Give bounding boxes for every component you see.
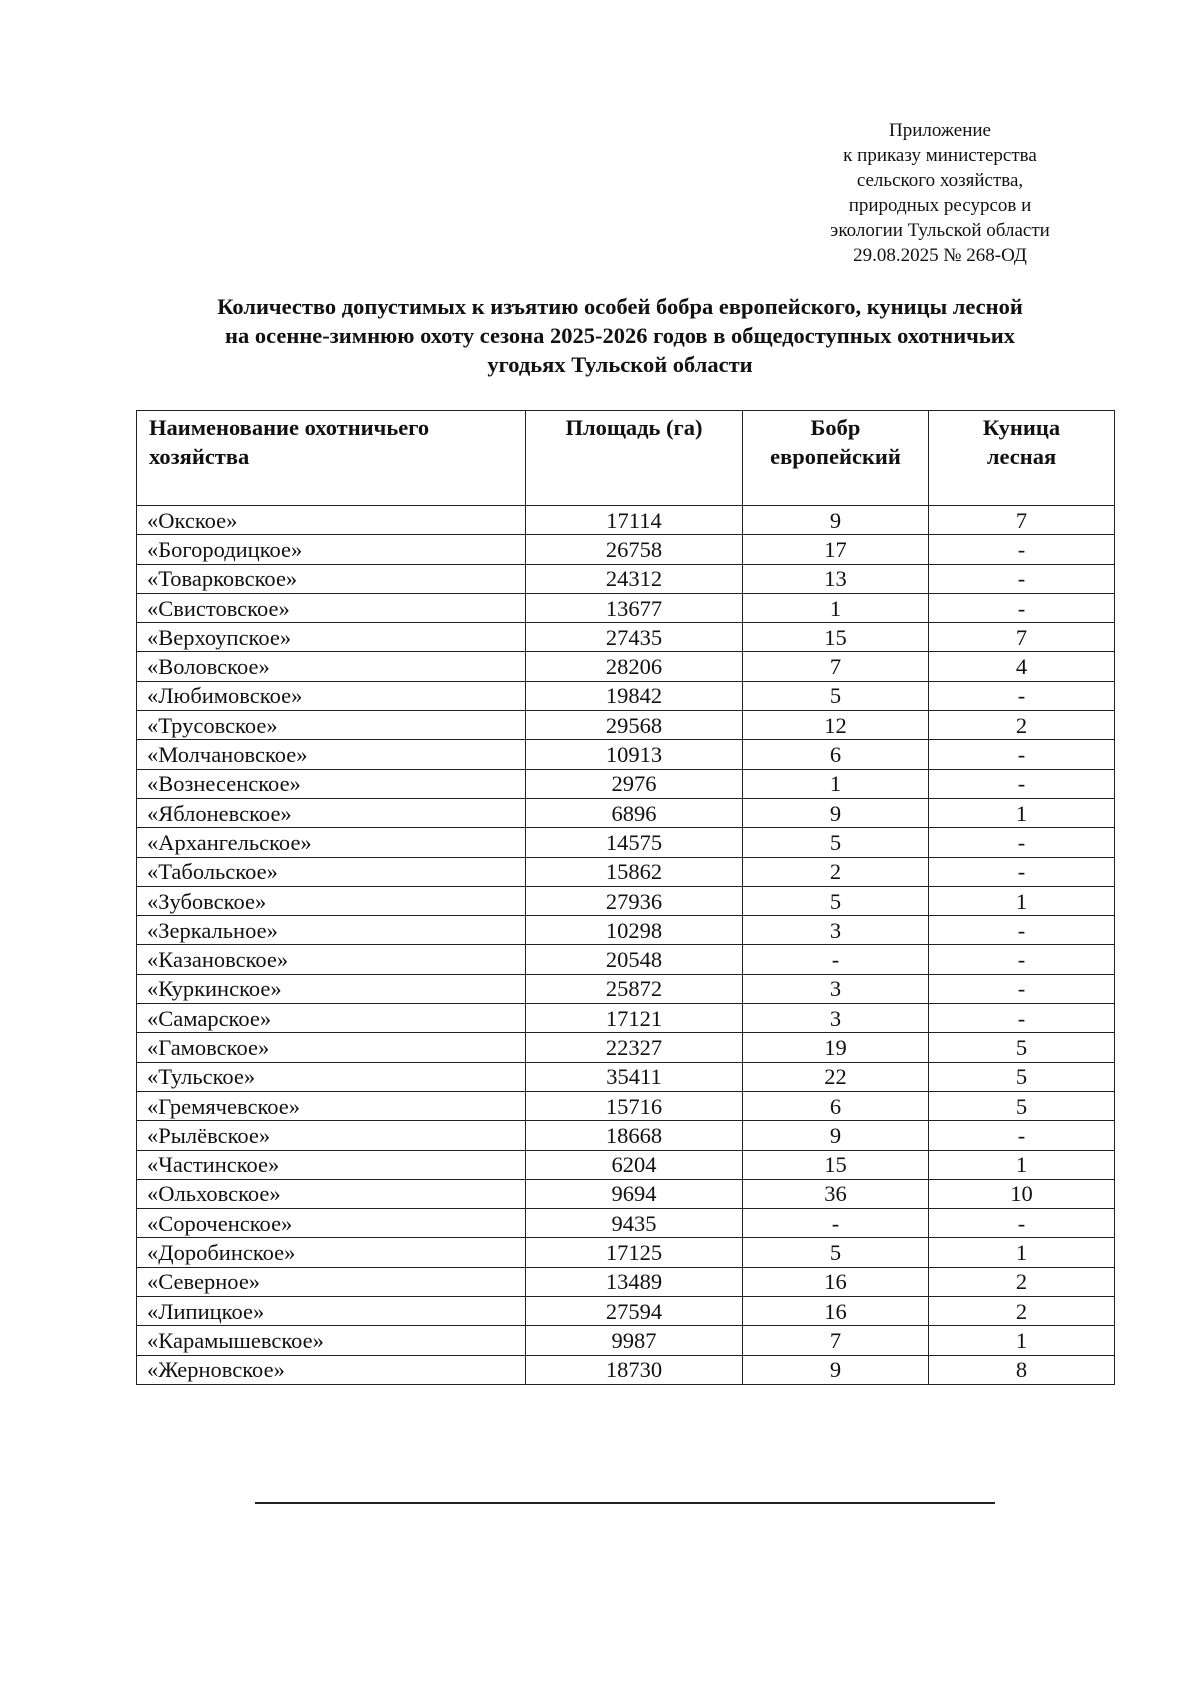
table-row [137,828,1115,857]
cell-marten: 2 [929,1297,1115,1326]
cell-area: 10913 [526,740,743,769]
cell-area: 19842 [526,681,743,710]
cell-name: «Рылёвское» [137,1121,526,1150]
cell-marten: - [929,681,1115,710]
header-beaver-line: европейский [770,444,901,469]
cell-area: 2976 [526,769,743,798]
title-line: угодьях Тульской области [487,352,753,377]
cell-beaver: 13 [743,564,929,593]
cell-name: «Свистовское» [137,593,526,622]
cell-name: «Частинское» [137,1150,526,1179]
cell-name: «Окское» [137,506,526,535]
header-name-line: Наименование охотничьего [149,415,430,440]
cell-name: «Товарковское» [137,564,526,593]
table-row [137,974,1115,1003]
cell-name: «Верхоупское» [137,623,526,652]
cell-area: 24312 [526,564,743,593]
cell-beaver: 22 [743,1062,929,1091]
cell-area: 9987 [526,1326,743,1355]
cell-name: «Любимовское» [137,681,526,710]
cell-area: 22327 [526,1033,743,1062]
cell-beaver: - [743,1209,929,1238]
cell-name: «Вознесенское» [137,769,526,798]
cell-marten: 5 [929,1033,1115,1062]
cell-name: «Доробинское» [137,1238,526,1267]
cell-name: «Яблоневское» [137,798,526,827]
table-row [137,1355,1115,1384]
cell-name: «Молчановское» [137,740,526,769]
cell-beaver: 3 [743,1004,929,1033]
cell-marten: - [929,1121,1115,1150]
cell-marten: - [929,769,1115,798]
attachment-line: Приложение [889,120,991,141]
header-marten-line: лесная [986,444,1057,469]
cell-marten: - [929,916,1115,945]
cell-area: 13677 [526,593,743,622]
title-line: на осенне-зимнюю охоту сезона 2025-2026 годов в общедоступных охотничьих [225,323,1015,348]
cell-name: «Казановское» [137,945,526,974]
cell-beaver: 3 [743,974,929,1003]
header-name-line: хозяйства [149,444,250,469]
cell-area: 14575 [526,828,743,857]
cell-name: «Богородицкое» [137,535,526,564]
cell-area: 17121 [526,1004,743,1033]
cell-marten: - [929,593,1115,622]
cell-marten: 4 [929,652,1115,681]
cell-marten: - [929,828,1115,857]
table-row [137,681,1115,710]
cell-beaver: 36 [743,1179,929,1208]
table-row [137,1238,1115,1267]
cell-marten: - [929,857,1115,886]
table-row [137,1209,1115,1238]
table-row [137,1267,1115,1296]
table-row [137,564,1115,593]
table-row [137,652,1115,681]
cell-name: «Зеркальное» [137,916,526,945]
cell-beaver: 3 [743,916,929,945]
cell-beaver: 5 [743,681,929,710]
cell-area: 6204 [526,1150,743,1179]
table-row [137,1297,1115,1326]
cell-name: «Липицкое» [137,1297,526,1326]
header-area [526,411,743,506]
table-row [137,945,1115,974]
cell-beaver: 9 [743,506,929,535]
cell-beaver: 15 [743,623,929,652]
cell-beaver: 5 [743,1238,929,1267]
cell-beaver: 6 [743,1091,929,1120]
table-row [137,1326,1115,1355]
cell-marten: 1 [929,1150,1115,1179]
cell-marten: 1 [929,798,1115,827]
attachment-line: сельского хозяйства, [856,170,1024,191]
cell-beaver: 7 [743,1326,929,1355]
attachment-date-number: 29.08.2025 № 268-ОД [853,245,1027,266]
cell-name: «Карамышевское» [137,1326,526,1355]
cell-area: 17114 [526,506,743,535]
cell-marten: - [929,1004,1115,1033]
cell-beaver: 2 [743,857,929,886]
cell-beaver: 9 [743,798,929,827]
attachment-line: к приказу министерства [843,145,1037,166]
cell-name: «Гремячевское» [137,1091,526,1120]
cell-name: «Жерновское» [137,1355,526,1384]
cell-name: «Тульское» [137,1062,526,1091]
header-beaver-line: Бобр [810,415,861,440]
cell-marten: 2 [929,711,1115,740]
cell-area: 29568 [526,711,743,740]
header-marten-line: Куница [982,415,1061,440]
table-row [137,769,1115,798]
cell-area: 6896 [526,798,743,827]
cell-marten: 5 [929,1091,1115,1120]
table-row [137,623,1115,652]
header-area-line: Площадь (га) [565,415,703,440]
cell-beaver: 5 [743,886,929,915]
cell-area: 9435 [526,1209,743,1238]
table-body [137,506,1115,1385]
cell-name: «Северное» [137,1267,526,1296]
table-row [137,916,1115,945]
cell-area: 17125 [526,1238,743,1267]
cell-name: «Сороченское» [137,1209,526,1238]
cell-area: 10298 [526,916,743,945]
attachment-note [820,118,1060,268]
cell-beaver: 9 [743,1121,929,1150]
cell-marten: - [929,564,1115,593]
cell-name: «Ольховское» [137,1179,526,1208]
header-name [137,411,526,506]
cell-marten: 1 [929,1326,1115,1355]
cell-area: 18730 [526,1355,743,1384]
table-row [137,711,1115,740]
cell-beaver: 9 [743,1355,929,1384]
cell-name: «Архангельское» [137,828,526,857]
cell-marten: - [929,945,1115,974]
table-row [137,1062,1115,1091]
cell-name: «Самарское» [137,1004,526,1033]
cell-beaver: - [743,945,929,974]
cell-marten: 8 [929,1355,1115,1384]
cell-beaver: 5 [743,828,929,857]
cell-area: 35411 [526,1062,743,1091]
cell-area: 27435 [526,623,743,652]
table-row [137,1150,1115,1179]
cell-beaver: 15 [743,1150,929,1179]
attachment-line: природных ресурсов и [848,195,1032,216]
attachment-line: экологии Тульской области [830,220,1050,241]
quota-table [136,410,1115,1385]
table-row [137,1121,1115,1150]
cell-beaver: 7 [743,652,929,681]
cell-beaver: 16 [743,1267,929,1296]
cell-name: «Табольское» [137,857,526,886]
cell-name: «Гамовское» [137,1033,526,1062]
table-header-row [137,411,1115,506]
cell-area: 15862 [526,857,743,886]
table-row [137,593,1115,622]
header-beaver [743,411,929,506]
cell-marten: 1 [929,1238,1115,1267]
cell-marten: - [929,974,1115,1003]
cell-beaver: 12 [743,711,929,740]
cell-area: 27594 [526,1297,743,1326]
cell-area: 9694 [526,1179,743,1208]
bottom-divider [255,1502,995,1504]
cell-marten: 5 [929,1062,1115,1091]
table-row [137,740,1115,769]
table-row [137,1033,1115,1062]
table-row [137,506,1115,535]
cell-marten: 10 [929,1179,1115,1208]
table-row [137,1091,1115,1120]
cell-marten: - [929,1209,1115,1238]
table-row [137,798,1115,827]
table-row [137,886,1115,915]
cell-area: 27936 [526,886,743,915]
cell-beaver: 1 [743,593,929,622]
cell-area: 20548 [526,945,743,974]
cell-area: 15716 [526,1091,743,1120]
cell-beaver: 19 [743,1033,929,1062]
cell-beaver: 16 [743,1297,929,1326]
cell-marten: 1 [929,886,1115,915]
cell-marten: 2 [929,1267,1115,1296]
cell-name: «Трусовское» [137,711,526,740]
cell-beaver: 1 [743,769,929,798]
cell-marten: - [929,535,1115,564]
table-row [137,535,1115,564]
cell-marten: 7 [929,623,1115,652]
cell-beaver: 17 [743,535,929,564]
cell-marten: 7 [929,506,1115,535]
cell-name: «Зубовское» [137,886,526,915]
cell-area: 18668 [526,1121,743,1150]
title-line: Количество допустимых к изъятию особей бобра европейского, куницы лесной [217,294,1023,319]
cell-beaver: 6 [743,740,929,769]
cell-name: «Воловское» [137,652,526,681]
header-marten [929,411,1115,506]
cell-area: 13489 [526,1267,743,1296]
table-row [137,1179,1115,1208]
cell-marten: - [929,740,1115,769]
table-row [137,857,1115,886]
cell-name: «Куркинское» [137,974,526,1003]
table-row [137,1004,1115,1033]
cell-area: 25872 [526,974,743,1003]
cell-area: 28206 [526,652,743,681]
cell-area: 26758 [526,535,743,564]
document-title [120,292,1120,379]
